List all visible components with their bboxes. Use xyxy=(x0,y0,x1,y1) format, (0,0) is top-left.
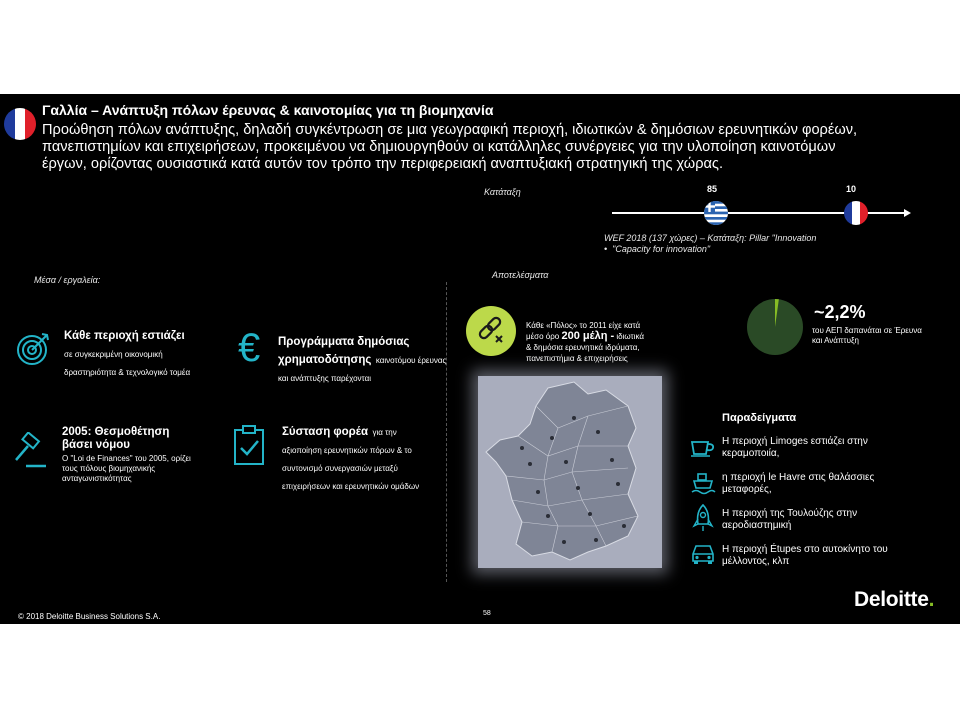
france-flag-icon xyxy=(4,108,36,140)
pole-members-text xyxy=(526,320,686,364)
target-icon xyxy=(16,330,52,366)
gdp-value: ~2,2% xyxy=(814,302,866,322)
section-divider xyxy=(446,282,447,582)
means-item-law xyxy=(62,426,202,484)
means-item-bold: Κάθε περιοχή εστιάζει xyxy=(64,330,185,342)
means-item-bold: Σύσταση φορέα xyxy=(282,426,369,438)
deloitte-logo xyxy=(854,588,934,612)
slide-subtitle xyxy=(42,122,947,173)
pole-text: & δημόσια ερευνητικά ιδρύματα, xyxy=(526,343,640,352)
france-flag-small-icon xyxy=(844,201,868,225)
bullet-icon: • xyxy=(604,244,613,254)
means-item-text: για την αξιοποίηση ερευνητικών πόρων & το συντονισμό συνεργασιών μεταξύ επιχειρήσεων και ερευνητικών ομάδων xyxy=(282,428,420,491)
pole-text xyxy=(526,331,686,342)
france-map-image xyxy=(478,376,662,568)
ranking-bullet-text: "Capacity for innovation" xyxy=(612,244,711,254)
example-etupes: Η περιοχή Étupes στο αυτοκίνητο του μέλλοντος, κλπ xyxy=(722,544,888,567)
subtitle-line: πανεπιστημίων και επιχειρήσεων, προκειμένου να δημιουργηθούν οι κατάλληλες συνέργειες για την υλοποίηση καινοτόμων xyxy=(42,139,836,155)
pole-members-value: 200 μέλη - xyxy=(561,330,615,342)
pole-text: πανεπιστήμια & επιχειρήσεις xyxy=(526,354,628,363)
ranking-bullet xyxy=(604,244,710,254)
page-number: 58 xyxy=(483,610,491,617)
france-rank: 10 xyxy=(846,184,857,194)
pole-text: Κάθε «Πόλος» το 2011 είχε κατά xyxy=(526,321,641,330)
euro-icon: € xyxy=(238,326,261,370)
slide-title: Γαλλία – Ανάπτυξη πόλων έρευνας & καινοτομίας για τη βιομηχανία xyxy=(42,102,494,118)
slide xyxy=(0,94,960,624)
means-item-text: σε συγκεκριμένη οικονομική δραστηριότητα & τεχνολογικό τομέα xyxy=(64,350,191,377)
ship-icon xyxy=(690,472,716,496)
greece-flag-icon xyxy=(704,201,728,225)
gavel-icon xyxy=(12,432,50,470)
gdp-pie-chart xyxy=(746,298,804,356)
pole-text-part: μέσο όρο xyxy=(526,332,560,341)
ranking-source: WEF 2018 (137 χώρες) – Κατάταξη: Pillar "Innovation xyxy=(604,233,817,243)
copyright-text: © 2018 Deloitte Business Solutions S.A. xyxy=(18,612,161,621)
clipboard-check-icon xyxy=(232,424,266,466)
means-item-focus xyxy=(64,326,194,380)
deloitte-logo-dot: . xyxy=(928,588,935,611)
examples-heading: Παραδείγματα xyxy=(722,412,797,424)
results-heading: Αποτελέσματα xyxy=(492,270,549,280)
greece-rank: 85 xyxy=(707,184,718,194)
car-icon xyxy=(690,542,716,566)
means-item-text: καινοτόμου έρευνας και ανάπτυξης παρέχονται xyxy=(278,356,447,383)
ranking-label: Κατάταξη xyxy=(484,187,521,197)
means-item-text: Ο "Loi de Finances" του 2005, ορίζει τους πόλους βιομηχανικής ανταγωνιστικότητας xyxy=(62,454,191,483)
rocket-icon xyxy=(692,504,714,532)
means-heading: Μέσα / εργαλεία: xyxy=(34,275,101,285)
means-item-bold: 2005: Θεσμοθέτηση βάσει νόμου xyxy=(62,426,170,451)
example-havre: η περιοχή le Havre στις θαλάσσιες μεταφορές, xyxy=(722,472,875,495)
example-limoges: Η περιοχή Limoges εστιάζει στην κεραμοποιία, xyxy=(722,436,868,459)
pole-text-part: ιδιωτικά xyxy=(616,332,644,341)
cup-icon xyxy=(690,438,716,458)
example-toulouse: Η περιοχή της Τουλούζης στην αεροδιαστημική xyxy=(722,508,858,531)
gdp-text: του ΑΕΠ δαπανάται σε Έρευνα και Ανάπτυξη xyxy=(812,326,922,345)
means-item-bold: Προγράμματα δημόσιας χρηματοδότησης xyxy=(278,336,410,366)
means-item-body xyxy=(282,422,422,494)
link-icon xyxy=(466,306,516,356)
subtitle-line: Προώθηση πόλων ανάπτυξης, δηλαδή συγκέντρωση σε μια γεωγραφική περιοχή, ιδιωτικών & δημόσιων ερευνητικών φορέων, xyxy=(42,122,858,138)
subtitle-line: έργων, ορίζοντας ουσιαστικά κατά αυτόν τον τρόπο την περιφερειακή αναπτυξιακή στρατηγική της χώρας. xyxy=(42,156,724,172)
deloitte-logo-text: Deloitte xyxy=(854,588,929,611)
means-item-funding xyxy=(278,332,448,386)
